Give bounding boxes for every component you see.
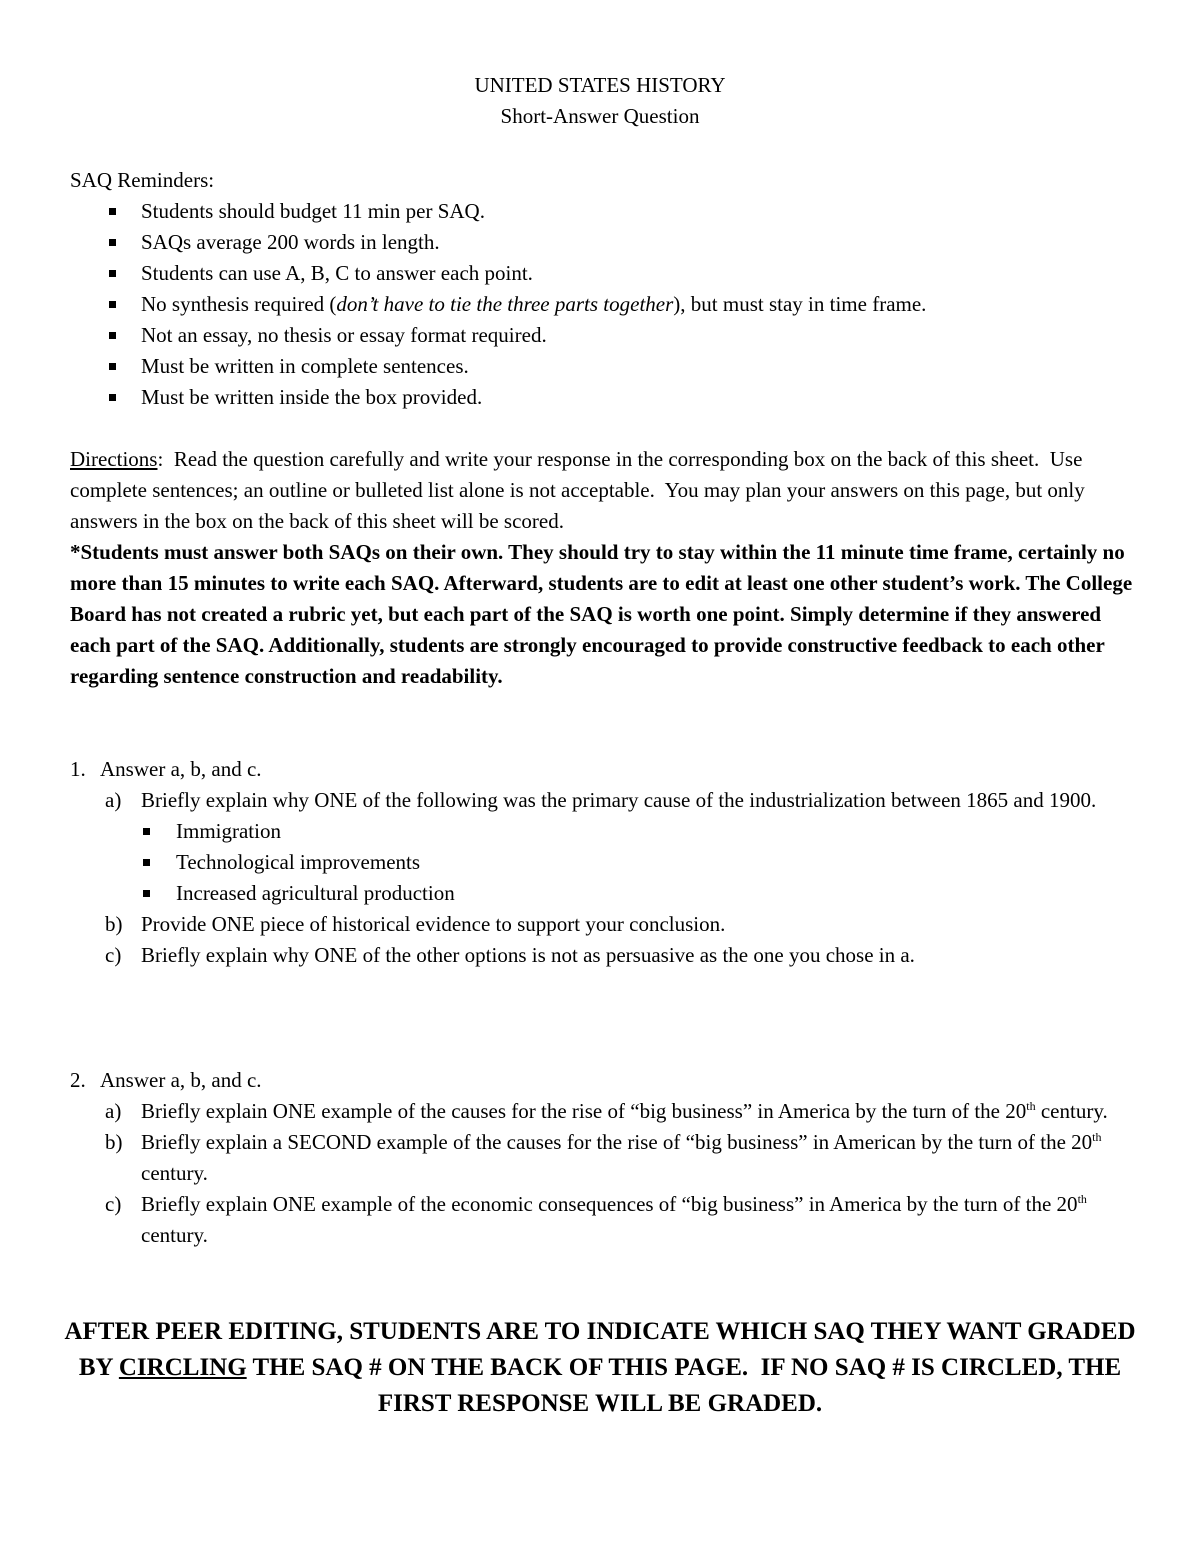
document-title: UNITED STATES HISTORY <box>474 73 726 97</box>
reminders-list <box>70 196 1150 413</box>
reminder-item: SAQs average 200 words in length. <box>70 227 1150 258</box>
question-prompt: Answer a, b, and c. <box>100 1068 262 1092</box>
directions-text: Read the question carefully and write your response in the corresponding box on the back of this sheet. Use complete sentences; an outline or bulleted list alone is not acceptable. You may plan your answers on this page, but only answers in the box on the back of this sheet will be scored. <box>70 447 1091 533</box>
question-1-part-a: a) Briefly explain why ONE of the following was the primary cause of the industrialization between 1865 and 1900. <box>105 788 1097 812</box>
question-2 <box>70 1065 1140 1251</box>
option-item: Immigration <box>70 816 1140 847</box>
directions-label: Directions <box>70 447 158 471</box>
square-bullet-icon <box>109 239 116 246</box>
question-number: 1. <box>70 757 86 781</box>
option-item: Technological improvements <box>70 847 1140 878</box>
reminder-item: Not an essay, no thesis or essay format required. <box>70 320 1150 351</box>
question-2-part-c: c) Briefly explain ONE example of the economic consequences of “big business” in America by the turn of the 20th century. <box>105 1192 1087 1247</box>
square-bullet-icon <box>109 394 116 401</box>
reminder-item: Must be written inside the box provided. <box>70 382 1150 413</box>
option-item: Increased agricultural production <box>70 878 1140 909</box>
reminders-heading: SAQ Reminders: <box>70 168 215 192</box>
square-bullet-icon <box>109 208 116 215</box>
square-bullet-icon <box>109 301 116 308</box>
circling-emphasis: CIRCLING <box>118 1354 247 1381</box>
question-1-part-b: b) Provide ONE piece of historical evidence to support your conclusion. <box>105 912 726 936</box>
question-prompt: Answer a, b, and c. <box>100 757 262 781</box>
reminder-item: Must be written in complete sentences. <box>70 351 1150 382</box>
square-bullet-icon <box>109 363 116 370</box>
directions-block: Directions: Read the question carefully and write your response in the corresponding box on the back of this sheet. Use complete sentences; an outline or bulleted list alone is not acceptable. You may plan your answers on this page, but only answers in the box on the back of this sheet will be scored. *Students must answer both SAQs on their own. They should try to stay within the 11 minute time frame, certainly no more than 15 minutes to write each SAQ. Afterward, students are to edit at least one other student’s work. The College Board has not created a rubric yet, but each part of the SAQ is worth one point. Simply determine if they answered each part of the SAQ. Additionally, students are strongly encouraged to provide constructive feedback to each other regarding sentence construction and readability. <box>70 444 1135 692</box>
question-number: 2. <box>70 1068 86 1092</box>
reminder-item-synthesis: No synthesis required (don’t have to tie the three parts together), but must stay in time frame. <box>70 289 1150 320</box>
square-bullet-icon <box>143 859 150 866</box>
grading-instructions: AFTER PEER EDITING, STUDENTS ARE TO INDICATE WHICH SAQ THEY WANT GRADED BY CIRCLING THE SAQ # ON THE BACK OF THIS PAGE. IF NO SAQ # IS CIRCLED, THE FIRST RESPONSE WILL BE GRADED. <box>64 1318 1136 1417</box>
question-1 <box>70 754 1140 971</box>
question-2-part-a: a) Briefly explain ONE example of the causes for the rise of “big business” in America by the turn of the 20th century. <box>105 1099 1108 1123</box>
square-bullet-icon <box>109 332 116 339</box>
reminder-item: Students should budget 11 min per SAQ. <box>70 196 1150 227</box>
directions-bold-note: *Students must answer both SAQs on their own. They should try to stay within the 11 minute time frame, certainly no more than 15 minutes to write each SAQ. Afterward, students are to edit at least one other student’s work. The College Board has not created a rubric yet, but each part of the SAQ is worth one point. Simply determine if they answered each part of the SAQ. Additionally, students are strongly encouraged to provide constructive feedback to each other regarding sentence construction and readability. <box>70 540 1133 688</box>
document-header <box>0 70 1200 132</box>
square-bullet-icon <box>109 270 116 277</box>
question-2-part-b: b) Briefly explain a SECOND example of the causes for the rise of “big business” in American by the turn of the 20th century. <box>105 1130 1102 1185</box>
reminder-item: Students can use A, B, C to answer each point. <box>70 258 1150 289</box>
square-bullet-icon <box>143 890 150 897</box>
question-1-part-c: c) Briefly explain why ONE of the other options is not as persuasive as the one you chose in a. <box>105 943 915 967</box>
square-bullet-icon <box>143 828 150 835</box>
question-1-options <box>70 816 1140 909</box>
document-subtitle: Short-Answer Question <box>500 104 700 128</box>
